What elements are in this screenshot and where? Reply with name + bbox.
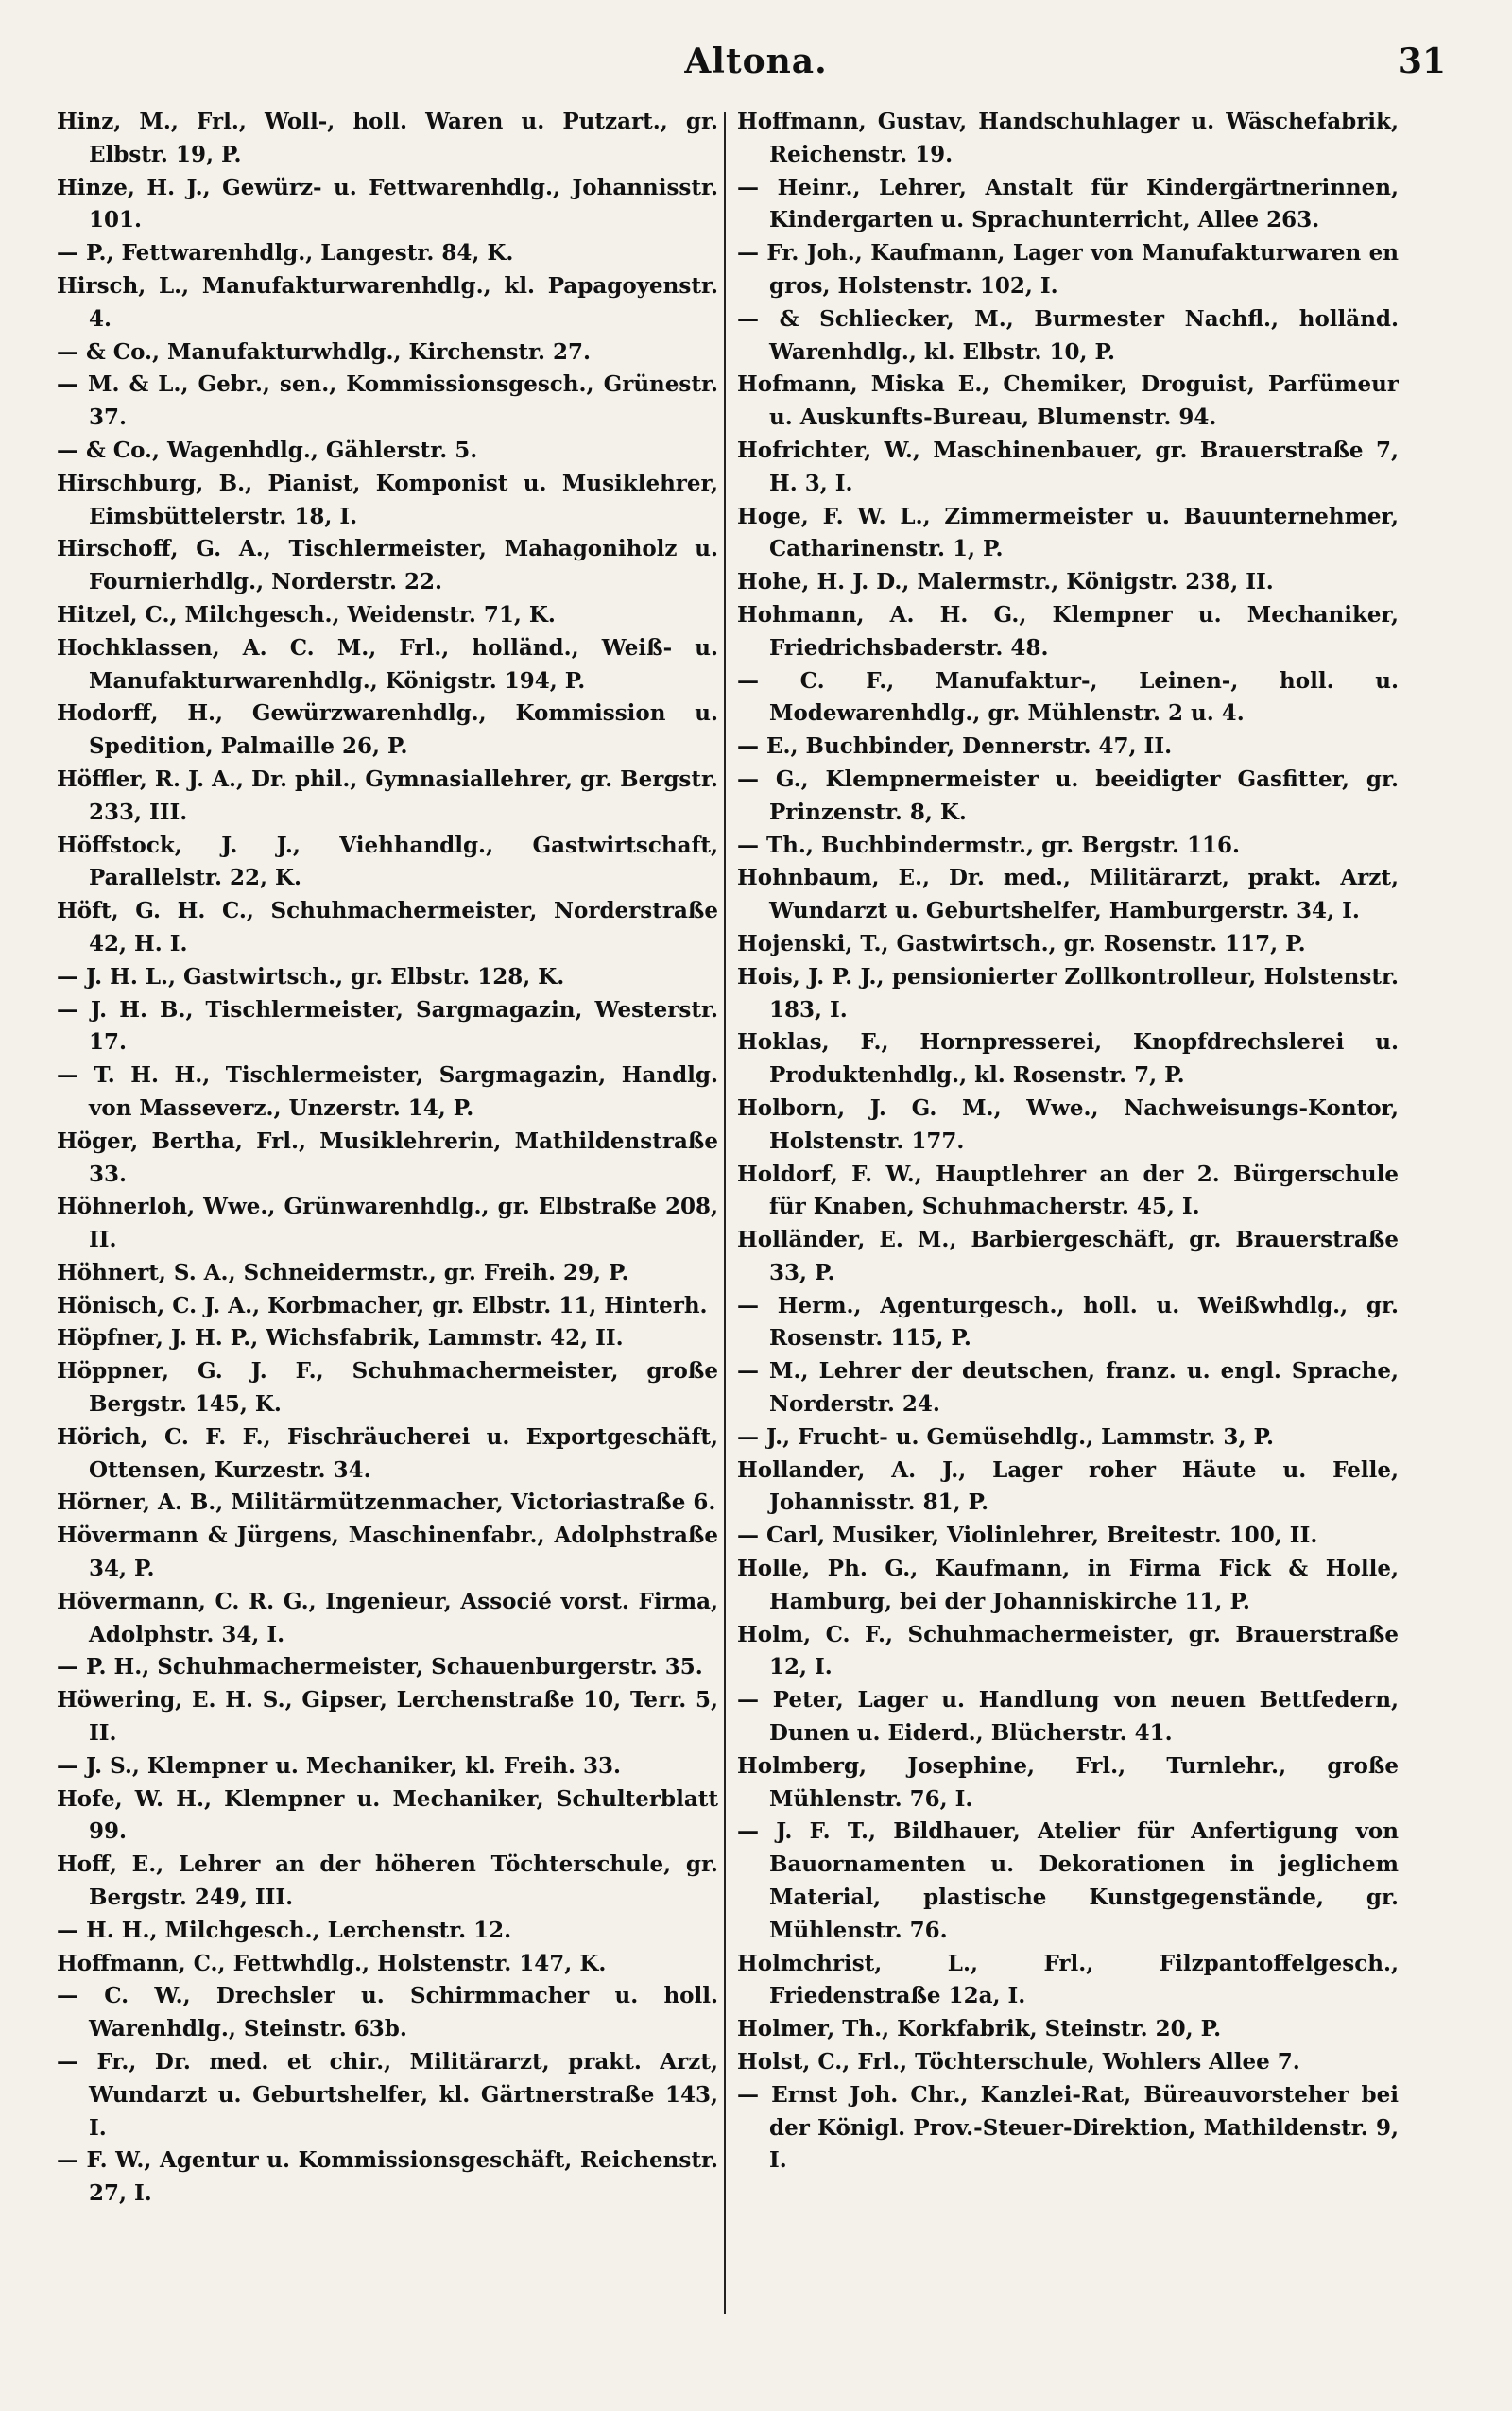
directory-entry: — J. H. L., Gastwirtsch., gr. Elbstr. 128, K. xyxy=(57,963,565,990)
directory-entry: Hoffmann, C., Fettwhdlg., Holstenstr. 147, K. xyxy=(57,1950,607,1976)
directory-entry: Hirschoff, G. A., Tischlermeister, Mahagoniholz u. Fournierhdlg., Norderstr. 22. xyxy=(57,536,718,595)
directory-entry: Holmchrist, L., Frl., Filzpantoffelgesch., Friedenstraße 12a, I. xyxy=(737,1950,1399,2009)
directory-entry: — & Co., Manufakturwhdlg., Kirchenstr. 27. xyxy=(57,338,592,365)
directory-entry: Höffstock, J. J., Viehhandlg., Gastwirtschaft, Parallelstr. 22, K. xyxy=(57,832,718,891)
directory-entry: Höffler, R. J. A., Dr. phil., Gymnasiallehrer, gr. Bergstr. 233, III. xyxy=(57,766,718,825)
directory-entry: Holländer, E. M., Barbiergeschäft, gr. Brauerstraße 33, P. xyxy=(737,1227,1399,1285)
directory-entry: Höger, Bertha, Frl., Musiklehrerin, Mathildenstraße 33. xyxy=(57,1128,718,1187)
directory-entry: Hohnbaum, E., Dr. med., Militärarzt, prakt. Arzt, Wundarzt u. Geburtshelfer, Hamburgerstr. 34, I. xyxy=(737,865,1399,924)
directory-entry: Holle, Ph. G., Kaufmann, in Firma Fick & Holle, Hamburg, bei der Johanniskirche 11, P. xyxy=(737,1556,1399,1614)
directory-entry: Hoge, F. W. L., Zimmermeister u. Bauunternehmer, Catharinenstr. 1, P. xyxy=(737,503,1399,562)
directory-entry: — Th., Buchbindermstr., gr. Bergstr. 116. xyxy=(737,832,1241,858)
directory-entry: Holmberg, Josephine, Frl., Turnlehr., große Mühlenstr. 76, I. xyxy=(737,1752,1399,1812)
directory-entry: — J. F. T., Bildhauer, Atelier für Anfertigung von Bauornamenten u. Dekorationen in jeglichem Material, plastische Kunstgegenstände, gr. Mühlenstr. 76. xyxy=(737,1818,1399,1943)
page-title: Altona. xyxy=(684,42,828,81)
directory-entry: Hois, J. P. J., pensionierter Zollkontrolleur, Holstenstr. 183, I. xyxy=(737,963,1399,1023)
directory-entry: Hörich, C. F. F., Fischräucherei u. Exportgeschäft, Ottensen, Kurzestr. 34. xyxy=(57,1423,718,1483)
directory-entry: Hörner, A. B., Militärmützenmacher, Victoriastraße 6. xyxy=(57,1490,716,1516)
directory-entry: — M., Lehrer der deutschen, franz. u. engl. Sprache, Norderstr. 24. xyxy=(737,1358,1399,1418)
directory-entry: Höhnerloh, Wwe., Grünwarenhdlg., gr. Elbstraße 208, II. xyxy=(57,1194,718,1253)
directory-entry: Hövermann, C. R. G., Ingenieur, Associé vorst. Firma, Adolphstr. 34, I. xyxy=(57,1588,718,1647)
directory-entry: Holmer, Th., Korkfabrik, Steinstr. 20, P. xyxy=(737,2016,1222,2042)
directory-entry: — Peter, Lager u. Handlung von neuen Bettfedern, Dunen u. Eiderd., Blücherstr. 41. xyxy=(737,1687,1399,1747)
page-number: 31 xyxy=(1398,42,1446,81)
directory-entry: — C. W., Drechsler u. Schirmmacher u. holl. Warenhdlg., Steinstr. 63b. xyxy=(57,1983,718,2042)
directory-entry: Holst, C., Frl., Töchterschule, Wohlers Allee 7. xyxy=(737,2049,1300,2075)
directory-entry: Holdorf, F. W., Hauptlehrer an der 2. Bürgerschule für Knaben, Schuhmacherstr. 45, I. xyxy=(737,1161,1399,1220)
directory-entry: — F. W., Agentur u. Kommissionsgeschäft, Reichenstr. 27, I. xyxy=(57,2147,718,2207)
directory-entry: Höpfner, J. H. P., Wichsfabrik, Lammstr. 42, II. xyxy=(57,1325,624,1352)
directory-entry: Hofmann, Miska E., Chemiker, Droguist, Parfümeur u. Auskunfts-Bureau, Blumenstr. 94. xyxy=(737,371,1399,431)
directory-entry: Höhnert, S. A., Schneidermstr., gr. Freih. 29, P. xyxy=(57,1259,629,1285)
directory-entry: Hinze, H. J., Gewürz- u. Fettwarenhdlg., Johannisstr. 101. xyxy=(57,174,718,233)
directory-entry: — & Co., Wagenhdlg., Gählerstr. 5. xyxy=(57,437,478,463)
directory-entry: Hojenski, T., Gastwirtsch., gr. Rosenstr. 117, P. xyxy=(737,930,1306,956)
directory-entry: Hirschburg, B., Pianist, Komponist u. Musiklehrer, Eimsbüttelerstr. 18, I. xyxy=(57,470,718,529)
directory-entry: Hofe, W. H., Klempner u. Mechaniker, Schulterblatt 99. xyxy=(57,1785,718,1845)
directory-entry: — P. H., Schuhmachermeister, Schauenburgerstr. 35. xyxy=(57,1654,703,1680)
directory-entry: — Fr., Dr. med. et chir., Militärarzt, prakt. Arzt, Wundarzt u. Geburtshelfer, kl. Gärtnerstraße 143, I. xyxy=(57,2049,718,2141)
directory-entry: Hoffmann, Gustav, Handschuhlager u. Wäschefabrik, Reichenstr. 19. xyxy=(737,109,1399,167)
directory-entry: Höwering, E. H. S., Gipser, Lerchenstraße 10, Terr. 5, II. xyxy=(57,1687,718,1747)
directory-entry: Hitzel, C., Milchgesch., Weidenstr. 71, K. xyxy=(57,601,556,628)
directory-entry: — J. S., Klempner u. Mechaniker, kl. Freih. 33. xyxy=(57,1752,621,1779)
directory-entry: Hohmann, A. H. G., Klempner u. Mechaniker, Friedrichsbaderstr. 48. xyxy=(737,601,1399,661)
directory-entry: Hollander, A. J., Lager roher Häute u. Felle, Johannisstr. 81, P. xyxy=(737,1456,1399,1516)
directory-entry: Hoklas, F., Hornpresserei, Knopfdrechslerei u. Produktenhdlg., kl. Rosenstr. 7, P. xyxy=(737,1029,1399,1089)
column-divider xyxy=(724,112,726,2314)
directory-entry: Holm, C. F., Schuhmachermeister, gr. Brauerstraße 12, I. xyxy=(737,1621,1399,1680)
directory-entry: Hofrichter, W., Maschinenbauer, gr. Brauerstraße 7, H. 3, I. xyxy=(737,437,1399,496)
page-header xyxy=(57,42,1455,98)
directory-entry: — G., Klempnermeister u. beeidigter Gasfitter, gr. Prinzenstr. 8, K. xyxy=(737,766,1399,825)
directory-entry: — & Schliecker, M., Burmester Nachfl., holländ. Warenhdlg., kl. Elbstr. 10, P. xyxy=(737,305,1399,365)
directory-entry: — Carl, Musiker, Violinlehrer, Breitestr. 100, II. xyxy=(737,1523,1318,1549)
directory-entry: — Ernst Joh. Chr., Kanzlei-Rat, Büreauvorsteher bei der Königl. Prov.-Steuer-Direktion, Mathildenstr. 9, I. xyxy=(737,2081,1399,2174)
directory-entry: Hohe, H. J. D., Malermstr., Königstr. 238, II. xyxy=(737,569,1274,595)
directory-entry: Holborn, J. G. M., Wwe., Nachweisungs-Kontor, Holstenstr. 177. xyxy=(737,1094,1399,1154)
directory-entry: — P., Fettwarenhdlg., Langestr. 84, K. xyxy=(57,240,514,267)
directory-entry: — Herm., Agenturgesch., holl. u. Weißwhdlg., gr. Rosenstr. 115, P. xyxy=(737,1292,1399,1352)
right-column xyxy=(737,106,1399,2374)
directory-entry: — E., Buchbinder, Dennerstr. 47, II. xyxy=(737,733,1173,760)
directory-entry: Höppner, G. J. F., Schuhmachermeister, große Bergstr. 145, K. xyxy=(57,1358,718,1418)
left-column xyxy=(57,106,718,2374)
directory-entry: Hirsch, L., Manufakturwarenhdlg., kl. Papagoyenstr. 4. xyxy=(57,272,718,332)
directory-entry: Hodorff, H., Gewürzwarenhdlg., Kommission u. Spedition, Palmaille 26, P. xyxy=(57,700,718,760)
directory-entry: — C. F., Manufaktur-, Leinen-, holl. u. Modewarenhdlg., gr. Mühlenstr. 2 u. 4. xyxy=(737,667,1399,727)
directory-entry: — Heinr., Lehrer, Anstalt für Kindergärtnerinnen, Kindergarten u. Sprachunterricht, Allee 263. xyxy=(737,174,1399,233)
directory-entry: — Fr. Joh., Kaufmann, Lager von Manufakturwaren en gros, Holstenstr. 102, I. xyxy=(737,240,1399,299)
directory-entry: — H. H., Milchgesch., Lerchenstr. 12. xyxy=(57,1917,512,1943)
directory-entry: Hoff, E., Lehrer an der höheren Töchterschule, gr. Bergstr. 249, III. xyxy=(57,1851,718,1911)
directory-entry: Hochklassen, A. C. M., Frl., holländ., Weiß- u. Manufakturwarenhdlg., Königstr. 194, P. xyxy=(57,634,718,694)
directory-entry: Hinz, M., Frl., Woll-, holl. Waren u. Putzart., gr. Elbstr. 19, P. xyxy=(57,109,718,167)
directory-entry: Hövermann & Jürgens, Maschinenfabr., Adolphstraße 34, P. xyxy=(57,1523,718,1582)
directory-entry: Hönisch, C. J. A., Korbmacher, gr. Elbstr. 11, Hinterh. xyxy=(57,1292,708,1318)
directory-entry: — T. H. H., Tischlermeister, Sargmagazin, Handlg. von Masseverz., Unzerstr. 14, P. xyxy=(57,1062,718,1121)
directory-entry: — M. & L., Gebr., sen., Kommissionsgesch., Grünestr. 37. xyxy=(57,371,718,431)
directory-entry: — J. H. B., Tischlermeister, Sargmagazin, Westerstr. 17. xyxy=(57,996,718,1056)
directory-entry: Höft, G. H. C., Schuhmachermeister, Norderstraße 42, H. I. xyxy=(57,898,718,956)
directory-entry: — J., Frucht- u. Gemüsehdlg., Lammstr. 3, P. xyxy=(737,1423,1274,1450)
